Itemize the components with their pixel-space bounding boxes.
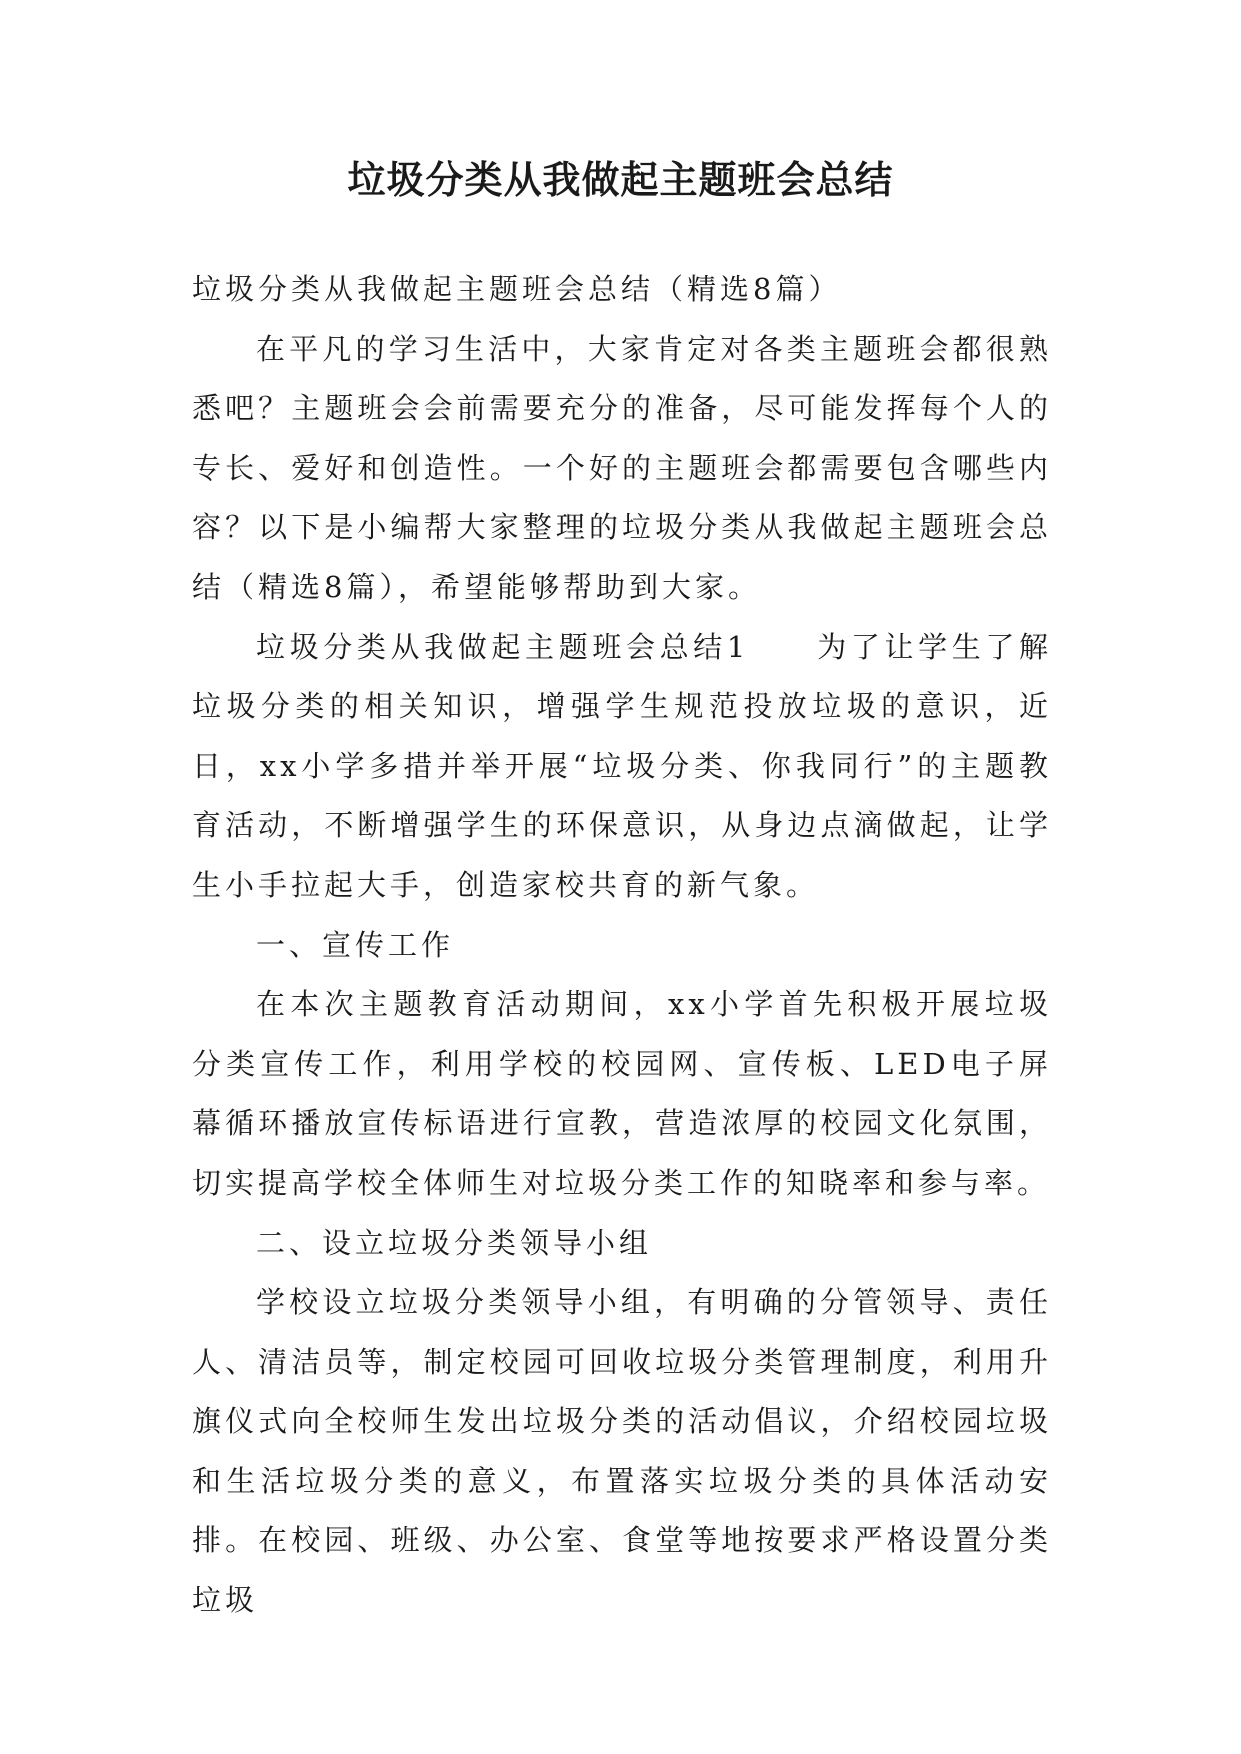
summary-1-paragraph: 垃圾分类从我做起主题班会总结1 为了让学生了解垃圾分类的相关知识，增强学生规范投放垃圾的意识，近日，xx小学多措并举开展“垃圾分类、你我同行”的主题教育活动，不断增强学生的环保意识，从身边点滴做起，让学生小手拉起大手，创造家校共育的新气象。 [192,629,1052,902]
section-heading-publicity: 一、宣传工作 [256,927,455,962]
subtitle-paragraph: 垃圾分类从我做起主题班会总结（精选8篇） [192,272,842,306]
leadership-group-paragraph: 学校设立垃圾分类领导小组，有明确的分管领导、责任人、清洁员等，制定校园可回收垃圾分类管理制度，利用升旗仪式向全校师生发出垃圾分类的活动倡议，介绍校园垃圾和生活垃圾分类的意义，布置落实垃圾分类的具体活动安排。在校园、班级、办公室、食堂等地按要求严格设置分类垃圾 [192,1285,1052,1618]
section-heading-leadership-group: 二、设立垃圾分类领导小组 [256,1225,653,1260]
document-title: 垃圾分类从我做起主题班会总结 [347,157,894,202]
document-body [192,260,1052,1631]
intro-paragraph: 在平凡的学习生活中，大家肯定对各类主题班会都很熟悉吧？主题班会会前需要充分的准备，尽可能发挥每个人的专长、爱好和创造性。一个好的主题班会都需要包含哪些内容？以下是小编帮大家整理的垃圾分类从我做起主题班会总结（精选8篇），希望能够帮助到大家。 [192,331,1052,604]
publicity-paragraph: 在本次主题教育活动期间，xx小学首先积极开展垃圾分类宣传工作，利用学校的校园网、宣传板、LED电子屏幕循环播放宣传标语进行宣教，营造浓厚的校园文化氛围，切实提高学校全体师生对垃圾分类工作的知晓率和参与率。 [192,987,1052,1200]
